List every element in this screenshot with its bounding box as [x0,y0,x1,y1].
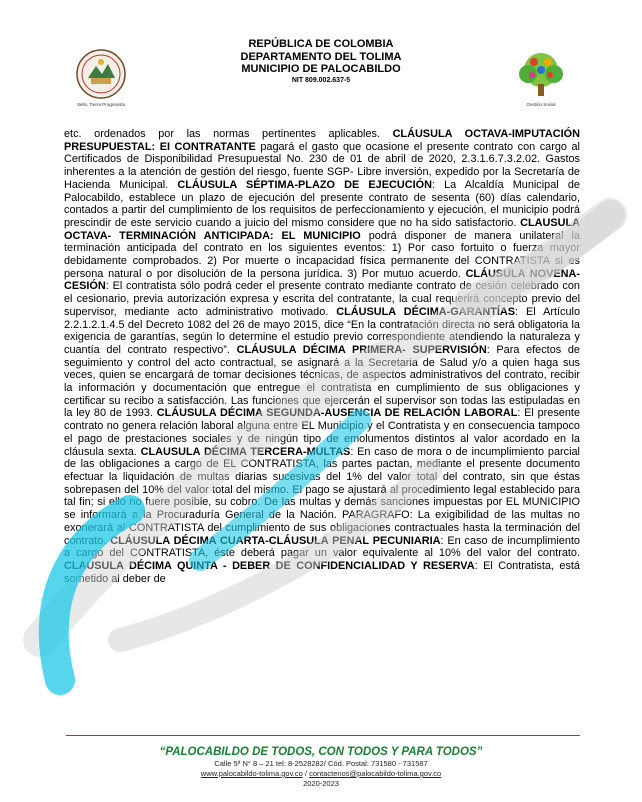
clause-heading: CLAUSULA DÉCIMA TERCERA-MULTAS [140,445,351,458]
header-municipality: MUNICIPIO DE PALOCABILDO [241,63,401,75]
contract-body-text [64,128,580,585]
clause-heading: CLÁUSULA DÉCIMA PRIMERA- SUPERVISIÓN [236,343,487,356]
footer [0,745,642,789]
footer-slogan: “PALOCABILDO DE TODOS, CON TODOS Y PARA TODOS” [159,746,483,758]
clause-text: pagará el gasto que ocasione el presente contrato con cargo al Certificados de Disponibilidad Presupuestal No. 230 de 01 de abril de 2020, 2.3.1.6.7.3.2.02. Gastos inherentes a la atención de gestión del riesgo, fuente SGP- Libre inversión, expedido por la Secretaría de Hacienda Municipal. [64,140,580,191]
clause-heading: CLÁUSULA DÉCIMA SEGUNDA-AUSENCIA DE RELACIÓN LABORAL [156,407,518,420]
clause-heading: CLAUSULA DÉCIMA QUINTA - DEBER DE CONFIDENCIALIDAD Y RESERVA [64,559,475,572]
clause-text: : El Contratista, está sometido al deber de [64,559,580,585]
logo-caption: Gestión Social [526,102,556,107]
clause-heading: CLAUSULA OCTAVA- TERMINACIÓN ANTICIPADA: EL MUNICIPIO [64,216,580,242]
clause-heading: CLÁUSULA DÉCIMA CUARTA-CLÁUSULA PENAL PECUNIARIA [110,534,441,547]
footer-separator: / [302,769,310,778]
clause-heading: CLÁUSULA DÉCIMA-GARANTÍAS [336,305,516,318]
clause-text: podrá disponer de manera unilateral la terminación anticipada del contrato en los siguientes eventos: 1) Por caso fortuito o fuerza mayor debidamente comprobados. 2) Por muerte o incapacidad física permanente del CONTRATISTA si es persona natural o por disolución de la persona jurídica. 3) Por mutuo acuerdo. [64,229,580,280]
footer-contacts [0,769,642,779]
clause-text: : Para efectos de seguimiento y control del acto contractual, se asignará a la Secretaria de Salud y/o a quien haga sus veces, quien se encargará de tomar decisiones técnicas, de aspectos administrativos del contrato, recibir la información y documentación que entregue el contratista en cumplimiento de sus obligaciones y certificar su recibo a satisfacción. Las funciones que ejercerán el supervisor son todas las estipuladas en la ley 80 de 1993. [64,343,580,420]
clause-heading: CLÁUSULA SÉPTIMA-PLAZO DE EJECUCIÓN [177,178,432,191]
footer-period: 2020-2023 [303,779,339,788]
clause-text: : La Alcaldía Municipal de Palocabildo, establece un plazo de ejecución del presente contrato de sesenta (60) días calendario, contados a partir del cumplimiento de los requisitos de perfeccionamiento y ejecución, el municipio podrá prescindir de este servicio cuando a juicio del mismo considere que no ha sido satisfactorio. [64,178,580,229]
clause-heading: CLÁUSULA OCTAVA-IMPUTACIÓN PRESUPUESTAL: EI CONTRATANTE [64,128,580,153]
website-link[interactable]: www.palocabildo-tolima.gov.co [200,769,303,778]
clause-text: : En caso de incumplimiento a cargo del CONTRATISTA, éste deberá pagar un valor equivalente al 10% del valor del contrato. [64,534,580,560]
header-department: DEPARTAMENTO DEL TOLIMA [240,50,402,63]
clause-text: : En caso de mora o de incumplimiento parcial de las obligaciones a cargo de EL CONTRATISTA, las partes pactan, mediante el presente documento efectuar la liquidación de multas diarias sucesivas del 1% del valor total del contrato, sin que éstas sobrepasen del 10% del valor total del mismo. El pago se ajustará al procedimiento legal establecido para tal fin; si ello no fuere posible, su cobro. De las multas y demás sanciones impuestas por EL MUNICIPIO se informará a la Procuraduría General de la Nación. PARAGRAFO: La exigibilidad de las multas no exonerará al CONTRATISTA del cumplimiento de sus obligaciones contractuales hasta la terminación del contrato. [64,445,580,547]
clause-heading: CLÁUSULA NOVENA- CESIÓN [64,267,580,293]
clause-text: : El presente contrato no genera relación laboral alguna entre EL Municipio y el Contratista y en consecuencia tampoco el pago de prestaciones sociales y de ningún tipo de emolumentos distintos al valor acordado en la cláusula sexta. [64,407,580,458]
seal-caption: Sello, Tierra Progresista [76,102,126,107]
header-country: REPÚBLICA DE COLOMBIA [248,38,394,50]
footer-address: Calle 5ª N° 8 – 21 tel: 8-2528282/ Cód. Postal: 731580 - 731587 [214,759,428,768]
email-link[interactable]: contactenos@palocabildo-tolima.gov.co [309,769,442,778]
header-nit: NIT 809.002.637-5 [291,76,351,84]
clause-text: : El Artículo 2.2.1.2.1.4.5 del Decreto 1082 del 26 de mayo 2015, dice “En la contratación directa no será obligatoria la exigencia de garantías, según lo determine el estudio previo correspondiente atendiendo la naturaleza y cuantía del contrato respectivo”. [64,305,580,356]
clause-text: etc. ordenados por las normas pertinentes aplicables. [64,128,393,140]
footer-divider [66,735,580,736]
tree-logo-icon [510,48,572,110]
clause-text: : El contratista sólo podrá ceder el presente contrato mediante contrato de cesión celebrado con el cesionario, previa autorización expresa y escrita del contratante, la cual requerirá concepto previo del supervisor, mediante acto administrativo motivado. [64,280,580,318]
